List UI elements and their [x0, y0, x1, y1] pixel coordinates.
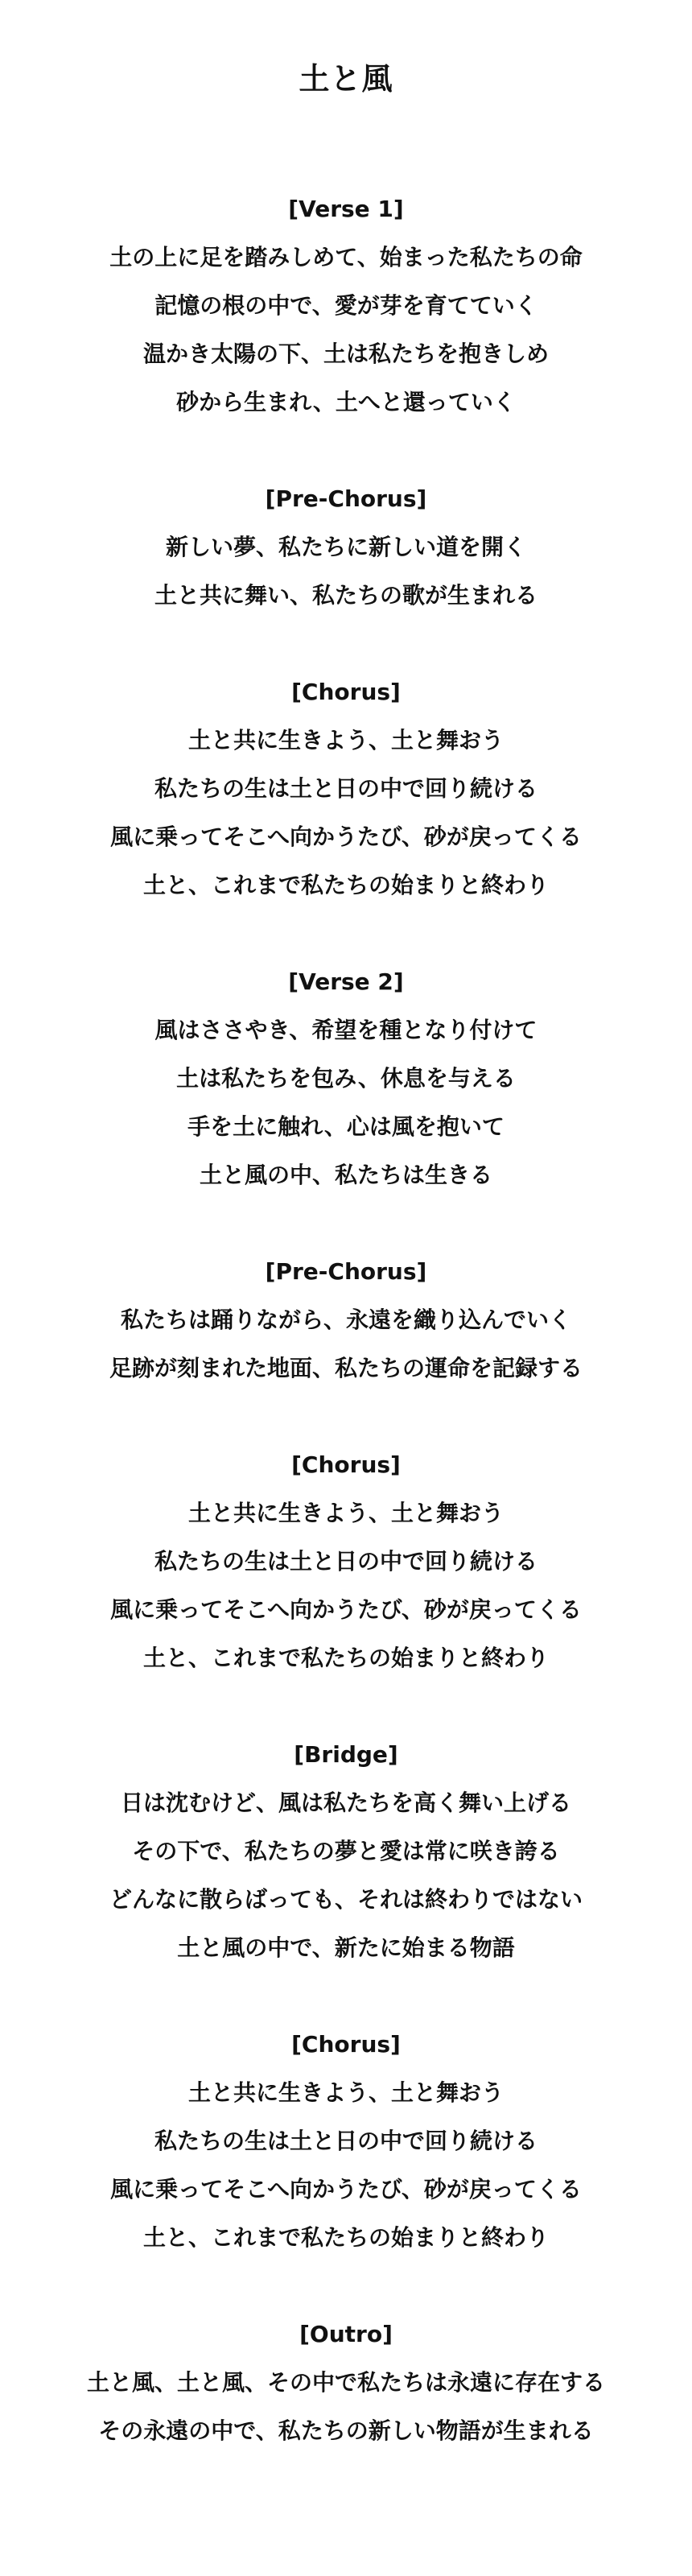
lyrics-section [0, 1248, 692, 1393]
section-header: [Verse 2] [288, 968, 404, 995]
lyric-line: 日は沈むけど、風は私たちを高く舞い上げる [120, 1790, 571, 1816]
section-header: [Chorus] [291, 2031, 401, 2058]
lyric-line: 土と共に舞い、私たちの歌が生まれる [154, 582, 538, 609]
lyric-line: 私たちは踊りながら、永遠を織り込んでいく [120, 1307, 571, 1333]
lyric-line: 温かき太陽の下、土は私たちを抱きしめ [142, 341, 549, 367]
lyric-line: 風に乗ってそこへ向かうたび、砂が戻ってくる [110, 1596, 582, 1623]
lyric-line: 新しい夢、私たちに新しい道を開く [165, 534, 526, 560]
section-header: [Pre-Chorus] [265, 1258, 427, 1285]
lyric-line: 手を土に触れ、心は風を抱いて [187, 1113, 505, 1140]
lyric-line: 風に乗ってそこへ向かうたび、砂が戻ってくる [110, 2176, 582, 2202]
lyric-line: その永遠の中で、私たちの新しい物語が生まれる [98, 2417, 594, 2444]
section-header: [Outro] [299, 2321, 393, 2347]
lyric-line: 私たちの生は土と日の中で回り続ける [154, 775, 538, 802]
section-header: [Chorus] [291, 679, 401, 705]
lyric-line: 私たちの生は土と日の中で回り続ける [154, 1548, 538, 1575]
lyrics-section [0, 2021, 692, 2262]
lyric-line: 土は私たちを包み、休息を与える [176, 1065, 516, 1092]
lyric-line: 砂から生まれ、土へと還っていく [176, 389, 516, 415]
lyric-line: 土と共に生きよう、土と舞おう [187, 1500, 504, 1526]
lyric-line: 土と共に生きよう、土と舞おう [187, 727, 504, 753]
lyric-line: 土と共に生きよう、土と舞おう [187, 2079, 504, 2106]
lyrics-section [0, 1731, 692, 1972]
lyrics-section [0, 185, 692, 427]
lyric-line: 土と、これまで私たちの始まりと終わり [142, 872, 549, 898]
section-header: [Verse 1] [288, 196, 404, 222]
section-header: [Chorus] [291, 1451, 401, 1478]
lyrics-section [0, 958, 692, 1199]
section-header: [Bridge] [294, 1741, 398, 1768]
lyrics-section [0, 2310, 692, 2455]
lyric-line: 土と、これまで私たちの始まりと終わり [142, 1645, 549, 1671]
lyric-line: 風はささやき、希望を種となり付けて [154, 1017, 538, 1043]
lyric-line: 土と、これまで私たちの始まりと終わり [142, 2224, 549, 2251]
lyrics-section [0, 1441, 692, 1682]
lyrics-section [0, 668, 692, 910]
lyric-line: その下で、私たちの夢と愛は常に咲き誇る [132, 1838, 560, 1864]
lyrics-section [0, 475, 692, 620]
lyric-line: 記憶の根の中で、愛が芽を育てていく [154, 292, 538, 319]
lyrics-sections [0, 185, 692, 2455]
song-title: 土と風 [299, 61, 393, 97]
lyric-line: 風に乗ってそこへ向かうたび、砂が戻ってくる [110, 824, 582, 850]
lyric-line: 土と風、土と風、その中で私たちは永遠に存在する [86, 2369, 605, 2396]
lyric-line: 私たちの生は土と日の中で回り続ける [154, 2128, 538, 2154]
lyric-line: どんなに散らばっても、それは終わりではない [109, 1886, 583, 1913]
lyric-line: 土の上に足を踏みしめて、始まった私たちの命 [109, 244, 583, 270]
lyric-line: 土と風の中で、新たに始まる物語 [177, 1934, 515, 1961]
lyric-line: 土と風の中、私たちは生きる [199, 1162, 492, 1188]
section-header: [Pre-Chorus] [265, 485, 427, 512]
lyric-line: 足跡が刻まれた地面、私たちの運命を記録する [109, 1355, 583, 1381]
